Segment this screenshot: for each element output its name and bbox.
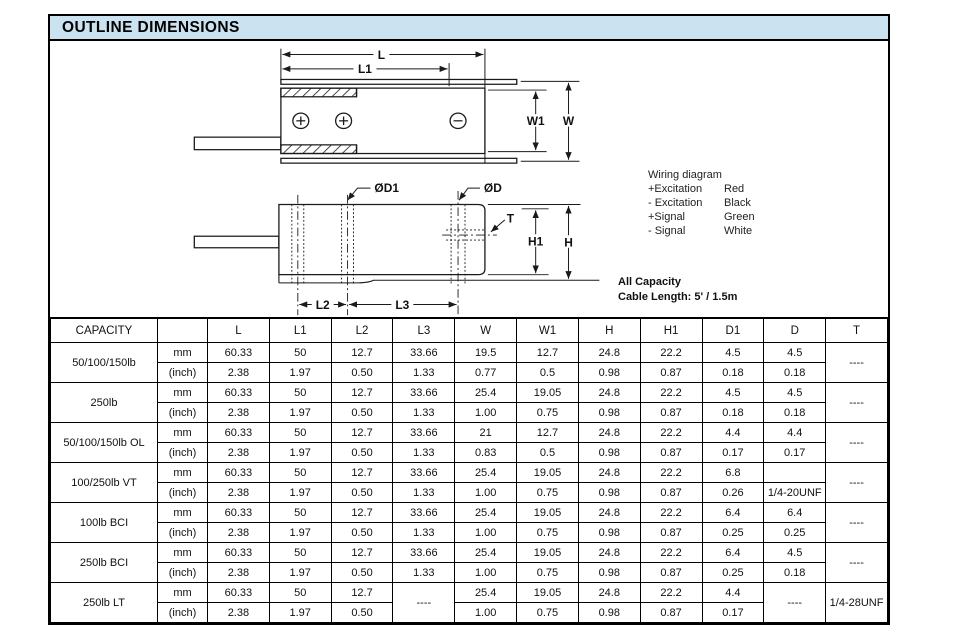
table-row (51, 443, 888, 463)
unit-cell: mm (158, 543, 208, 563)
table-header-row (51, 318, 888, 343)
column-header: T (826, 318, 888, 343)
dim-label-h: H (564, 236, 573, 250)
value-cell: 4.4 (764, 423, 826, 443)
value-cell: 19.05 (517, 463, 579, 483)
value-cell: 2.38 (208, 523, 270, 543)
unit-cell: (inch) (158, 403, 208, 423)
column-header: L3 (393, 318, 455, 343)
value-cell: 0.98 (578, 483, 640, 503)
value-cell: 0.75 (517, 603, 579, 623)
wiring-diagram-legend (648, 168, 755, 238)
value-cell: ---- (826, 463, 888, 503)
value-cell: 50 (269, 343, 331, 363)
unit-cell: mm (158, 463, 208, 483)
value-cell: 12.7 (517, 423, 579, 443)
value-cell: 0.26 (702, 483, 764, 503)
value-cell: 0.98 (578, 563, 640, 583)
column-header-unit (158, 318, 208, 343)
unit-cell: (inch) (158, 483, 208, 503)
unit-cell: (inch) (158, 603, 208, 623)
capacity-cell: 250lb (51, 383, 158, 423)
wiring-signal-label: +Signal (648, 211, 686, 223)
side-view (194, 182, 599, 315)
value-cell: 25.4 (455, 383, 517, 403)
value-cell: 21 (455, 423, 517, 443)
column-header: W (455, 318, 517, 343)
capacity-cell: 250lb LT (51, 583, 158, 623)
diagram-area (50, 41, 888, 317)
cable-side-view (194, 236, 279, 248)
value-cell: 0.50 (331, 483, 393, 503)
table-row (51, 363, 888, 383)
value-cell: 0.17 (702, 603, 764, 623)
table-row (51, 383, 888, 403)
unit-cell: (inch) (158, 563, 208, 583)
wiring-signal-label: - Excitation (648, 197, 703, 209)
value-cell: 33.66 (393, 463, 455, 483)
unit-cell: mm (158, 423, 208, 443)
column-header: L1 (269, 318, 331, 343)
value-cell: 4.4 (702, 583, 764, 603)
value-cell: 60.33 (208, 543, 270, 563)
column-header: H (578, 318, 640, 343)
value-cell: 0.87 (640, 563, 702, 583)
value-cell: 0.25 (764, 523, 826, 543)
dim-label-l3: L3 (395, 298, 410, 312)
value-cell: 4.5 (702, 383, 764, 403)
wiring-color-value: White (724, 225, 753, 237)
value-cell: 24.8 (578, 503, 640, 523)
value-cell: 12.7 (331, 383, 393, 403)
value-cell: 0.25 (702, 563, 764, 583)
value-cell: 12.7 (331, 463, 393, 483)
wiring-color-value: Black (724, 197, 751, 209)
value-cell: ---- (826, 383, 888, 423)
value-cell: 1.97 (269, 363, 331, 383)
value-cell: 1.33 (393, 523, 455, 543)
value-cell: 25.4 (455, 583, 517, 603)
value-cell: 2.38 (208, 563, 270, 583)
table-row (51, 583, 888, 603)
wiring-color-value: Green (724, 211, 755, 223)
value-cell: 1.00 (455, 603, 517, 623)
value-cell: 22.2 (640, 463, 702, 483)
table-row (51, 543, 888, 563)
value-cell: 0.87 (640, 483, 702, 503)
table-row (51, 523, 888, 543)
value-cell: 0.50 (331, 443, 393, 463)
value-cell: 0.98 (578, 603, 640, 623)
value-cell: 24.8 (578, 463, 640, 483)
value-cell: 12.7 (331, 543, 393, 563)
value-cell: 19.05 (517, 503, 579, 523)
value-cell: 22.2 (640, 343, 702, 363)
table-row (51, 483, 888, 503)
value-cell: 1.97 (269, 483, 331, 503)
value-cell: 19.05 (517, 583, 579, 603)
value-cell: ---- (826, 543, 888, 583)
cable-note-text: Cable Length: 5' / 1.5m (618, 291, 738, 303)
value-cell: 0.87 (640, 523, 702, 543)
cable-top-view (194, 137, 281, 150)
value-cell: 50 (269, 503, 331, 523)
value-cell: 0.77 (455, 363, 517, 383)
unit-cell: mm (158, 583, 208, 603)
column-header: W1 (517, 318, 579, 343)
value-cell: 0.98 (578, 363, 640, 383)
value-cell: 6.4 (702, 503, 764, 523)
table-row (51, 403, 888, 423)
value-cell: 60.33 (208, 583, 270, 603)
value-cell: 0.17 (764, 443, 826, 463)
value-cell: 33.66 (393, 343, 455, 363)
table-row (51, 463, 888, 483)
value-cell: 0.50 (331, 363, 393, 383)
wiring-signal-label: +Excitation (648, 183, 703, 195)
value-cell: 25.4 (455, 463, 517, 483)
unit-cell: (inch) (158, 523, 208, 543)
dim-label-d: ØD (483, 182, 502, 195)
value-cell: 1.33 (393, 443, 455, 463)
value-cell: 12.7 (331, 343, 393, 363)
value-cell: 50 (269, 463, 331, 483)
section-header (50, 16, 888, 41)
value-cell: 0.50 (331, 403, 393, 423)
value-cell: 24.8 (578, 343, 640, 363)
value-cell: 1.97 (269, 443, 331, 463)
unit-cell: mm (158, 383, 208, 403)
value-cell: 1/4-20UNF (764, 483, 826, 503)
value-cell: 22.2 (640, 423, 702, 443)
value-cell: 50 (269, 543, 331, 563)
value-cell: 33.66 (393, 423, 455, 443)
value-cell: 0.18 (764, 403, 826, 423)
dim-label-h1: H1 (528, 235, 544, 249)
value-cell: ---- (826, 503, 888, 543)
value-cell: 0.87 (640, 403, 702, 423)
value-cell: 0.50 (331, 603, 393, 623)
value-cell: 1.00 (455, 523, 517, 543)
value-cell: 1.00 (455, 563, 517, 583)
value-cell: 0.5 (517, 443, 579, 463)
value-cell: 60.33 (208, 463, 270, 483)
value-cell: 0.83 (455, 443, 517, 463)
value-cell: 0.18 (764, 363, 826, 383)
value-cell: 1.97 (269, 523, 331, 543)
value-cell: 4.4 (702, 423, 764, 443)
value-cell: 0.18 (764, 563, 826, 583)
value-cell: 1.33 (393, 483, 455, 503)
value-cell: 6.8 (702, 463, 764, 483)
unit-cell: (inch) (158, 363, 208, 383)
value-cell: 50 (269, 383, 331, 403)
value-cell: 25.4 (455, 503, 517, 523)
unit-cell: mm (158, 343, 208, 363)
dim-label-l1: L1 (358, 63, 372, 77)
capacity-cell: 100/250lb VT (51, 463, 158, 503)
value-cell: 33.66 (393, 383, 455, 403)
value-cell: 0.17 (702, 443, 764, 463)
wiring-signal-label: - Signal (648, 225, 686, 237)
dim-label-w1: W1 (526, 115, 545, 129)
dim-label-l2: L2 (315, 298, 330, 312)
column-header: D (764, 318, 826, 343)
value-cell: ---- (826, 423, 888, 463)
column-header: H1 (640, 318, 702, 343)
table-row (51, 503, 888, 523)
value-cell: 24.8 (578, 383, 640, 403)
value-cell: 6.4 (764, 503, 826, 523)
value-cell: ---- (764, 583, 826, 623)
value-cell: 60.33 (208, 343, 270, 363)
value-cell: 1.33 (393, 563, 455, 583)
value-cell: 22.2 (640, 583, 702, 603)
value-cell: 50 (269, 423, 331, 443)
value-cell: 2.38 (208, 403, 270, 423)
top-view (194, 49, 579, 163)
capacity-cell: 50/100/150lb (51, 343, 158, 383)
value-cell: 25.4 (455, 543, 517, 563)
value-cell: ---- (393, 583, 455, 623)
wiring-color-value: Red (724, 183, 745, 195)
column-header: D1 (702, 318, 764, 343)
value-cell: 60.33 (208, 423, 270, 443)
value-cell: 4.5 (764, 343, 826, 363)
table-row (51, 423, 888, 443)
wiring-row (648, 210, 755, 224)
outline-diagram (50, 41, 888, 317)
value-cell: 0.87 (640, 603, 702, 623)
value-cell: 1.97 (269, 403, 331, 423)
value-cell: 0.87 (640, 443, 702, 463)
column-header-capacity: CAPACITY (51, 318, 158, 343)
column-header: L2 (331, 318, 393, 343)
table-row (51, 343, 888, 363)
value-cell: 2.38 (208, 443, 270, 463)
capacity-cell: 100lb BCI (51, 503, 158, 543)
value-cell: 33.66 (393, 503, 455, 523)
value-cell: 12.7 (331, 423, 393, 443)
value-cell: 60.33 (208, 383, 270, 403)
value-cell: 0.5 (517, 363, 579, 383)
wiring-row (648, 196, 755, 210)
wiring-rows (648, 182, 755, 238)
value-cell: 1.33 (393, 363, 455, 383)
dim-label-d1: ØD1 (374, 182, 400, 195)
value-cell: 0.75 (517, 563, 579, 583)
cable-note-title: All Capacity (618, 276, 681, 288)
value-cell: 24.8 (578, 423, 640, 443)
value-cell (764, 463, 826, 483)
unit-cell: mm (158, 503, 208, 523)
value-cell: 0.75 (517, 483, 579, 503)
value-cell: 2.38 (208, 603, 270, 623)
value-cell: 0.50 (331, 523, 393, 543)
value-cell: 22.2 (640, 503, 702, 523)
value-cell: ---- (826, 343, 888, 383)
value-cell: 24.8 (578, 543, 640, 563)
capacity-cell: 50/100/150lb OL (51, 423, 158, 463)
value-cell: 4.5 (764, 543, 826, 563)
value-cell: 1.33 (393, 403, 455, 423)
cable-note (618, 275, 737, 305)
value-cell: 6.4 (702, 543, 764, 563)
value-cell: 33.66 (393, 543, 455, 563)
value-cell: 1.97 (269, 603, 331, 623)
value-cell: 1.97 (269, 563, 331, 583)
body-side-view (279, 204, 485, 274)
value-cell: 22.2 (640, 383, 702, 403)
value-cell: 2.38 (208, 483, 270, 503)
dimensions-table (50, 317, 888, 623)
value-cell: 1.00 (455, 403, 517, 423)
value-cell: 0.18 (702, 363, 764, 383)
value-cell: 1.00 (455, 483, 517, 503)
value-cell: 12.7 (517, 343, 579, 363)
table-row (51, 563, 888, 583)
capacity-cell: 250lb BCI (51, 543, 158, 583)
value-cell: 19.05 (517, 543, 579, 563)
value-cell: 50 (269, 583, 331, 603)
value-cell: 0.75 (517, 403, 579, 423)
value-cell: 0.98 (578, 443, 640, 463)
value-cell: 0.98 (578, 523, 640, 543)
column-header: L (208, 318, 270, 343)
dim-label-l: L (377, 48, 386, 62)
value-cell: 0.50 (331, 563, 393, 583)
dim-label-t: T (506, 212, 515, 226)
value-cell: 19.05 (517, 383, 579, 403)
dim-label-w: W (562, 115, 575, 129)
value-cell: 60.33 (208, 503, 270, 523)
table-row (51, 603, 888, 623)
value-cell: 12.7 (331, 503, 393, 523)
value-cell: 19.5 (455, 343, 517, 363)
value-cell: 0.98 (578, 403, 640, 423)
wiring-row (648, 224, 755, 238)
dimensions-table-body (51, 343, 888, 623)
wiring-row (648, 182, 755, 196)
outline-dimensions-section (48, 14, 890, 625)
wiring-heading: Wiring diagram (648, 169, 722, 181)
value-cell: 12.7 (331, 583, 393, 603)
value-cell: 22.2 (640, 543, 702, 563)
value-cell: 0.87 (640, 363, 702, 383)
value-cell: 4.5 (764, 383, 826, 403)
value-cell: 24.8 (578, 583, 640, 603)
value-cell: 1/4-28UNF (826, 583, 888, 623)
unit-cell: (inch) (158, 443, 208, 463)
value-cell: 0.25 (702, 523, 764, 543)
value-cell: 4.5 (702, 343, 764, 363)
value-cell: 0.18 (702, 403, 764, 423)
value-cell: 0.75 (517, 523, 579, 543)
value-cell: 2.38 (208, 363, 270, 383)
section-title: OUTLINE DIMENSIONS (62, 18, 240, 36)
